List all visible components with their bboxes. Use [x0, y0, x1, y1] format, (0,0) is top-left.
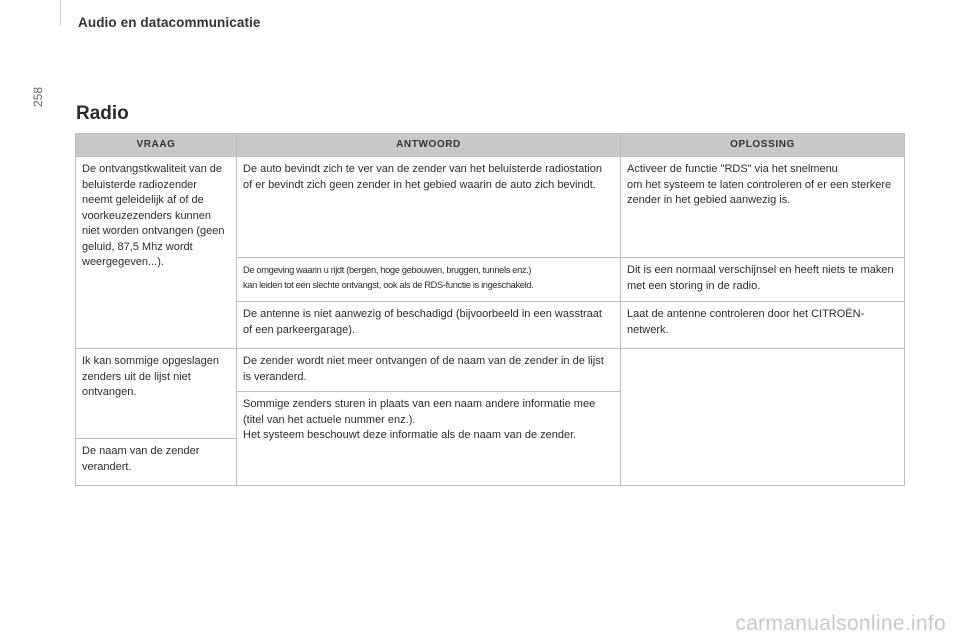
table-row [76, 349, 905, 392]
page-number-text: 258 [31, 86, 46, 108]
watermark: carmanualsonline.info [735, 612, 946, 635]
question-cell: De naam van de zender verandert. [76, 439, 237, 486]
table-header-row [76, 134, 905, 157]
troubleshooting-table [75, 133, 905, 486]
solution-cell: Dit is een normaal verschijnsel en heeft niets te maken met een storing in de radio. [621, 258, 905, 302]
answer-cell: De zender wordt niet meer ontvangen of de naam van de zender in de lijst is veranderd. [237, 349, 621, 392]
page-number [31, 78, 58, 118]
table-row [76, 157, 905, 258]
header-answer: ANTWOORD [237, 134, 621, 157]
solution-cell: Activeer de functie "RDS" via het snelmenu om het systeem te laten controleren of er een sterkere zender in het gebied aanwezig is. [621, 157, 905, 258]
chapter-title: Audio en datacommunicatie [78, 15, 261, 30]
header-question: VRAAG [76, 134, 237, 157]
question-cell: Ik kan sommige opgeslagen zenders uit de lijst niet ontvangen. [76, 349, 237, 439]
section-title: Radio [76, 103, 129, 124]
solution-cell-empty [621, 349, 905, 486]
solution-cell: Laat de antenne controleren door het CITROËN-netwerk. [621, 302, 905, 349]
question-cell: De ontvangstkwaliteit van de beluisterde radiozender neemt geleidelijk af of de voorkeuzezenders kunnen niet worden ontvangen (geen geluid, 87,5 Mhz wordt weergegeven...). [76, 157, 237, 349]
answer-cell: De omgeving waarin u rijdt (bergen, hoge gebouwen, bruggen, tunnels enz.) kan leiden tot een slechte ontvangst, ook als de RDS-functie is ingeschakeld. [237, 258, 621, 302]
answer-cell: Sommige zenders sturen in plaats van een naam andere informatie mee (titel van het actuele nummer enz.). Het systeem beschouwt deze informatie als de naam van de zender. [237, 392, 621, 486]
header-solution: OPLOSSING [621, 134, 905, 157]
answer-cell: De antenne is niet aanwezig of beschadigd (bijvoorbeeld in een wasstraat of een parkeergarage). [237, 302, 621, 349]
answer-cell: De auto bevindt zich te ver van de zender van het beluisterde radiostation of er bevindt zich geen zender in het gebied waarin de auto zich bevindt. [237, 157, 621, 258]
header-divider [60, 0, 61, 26]
